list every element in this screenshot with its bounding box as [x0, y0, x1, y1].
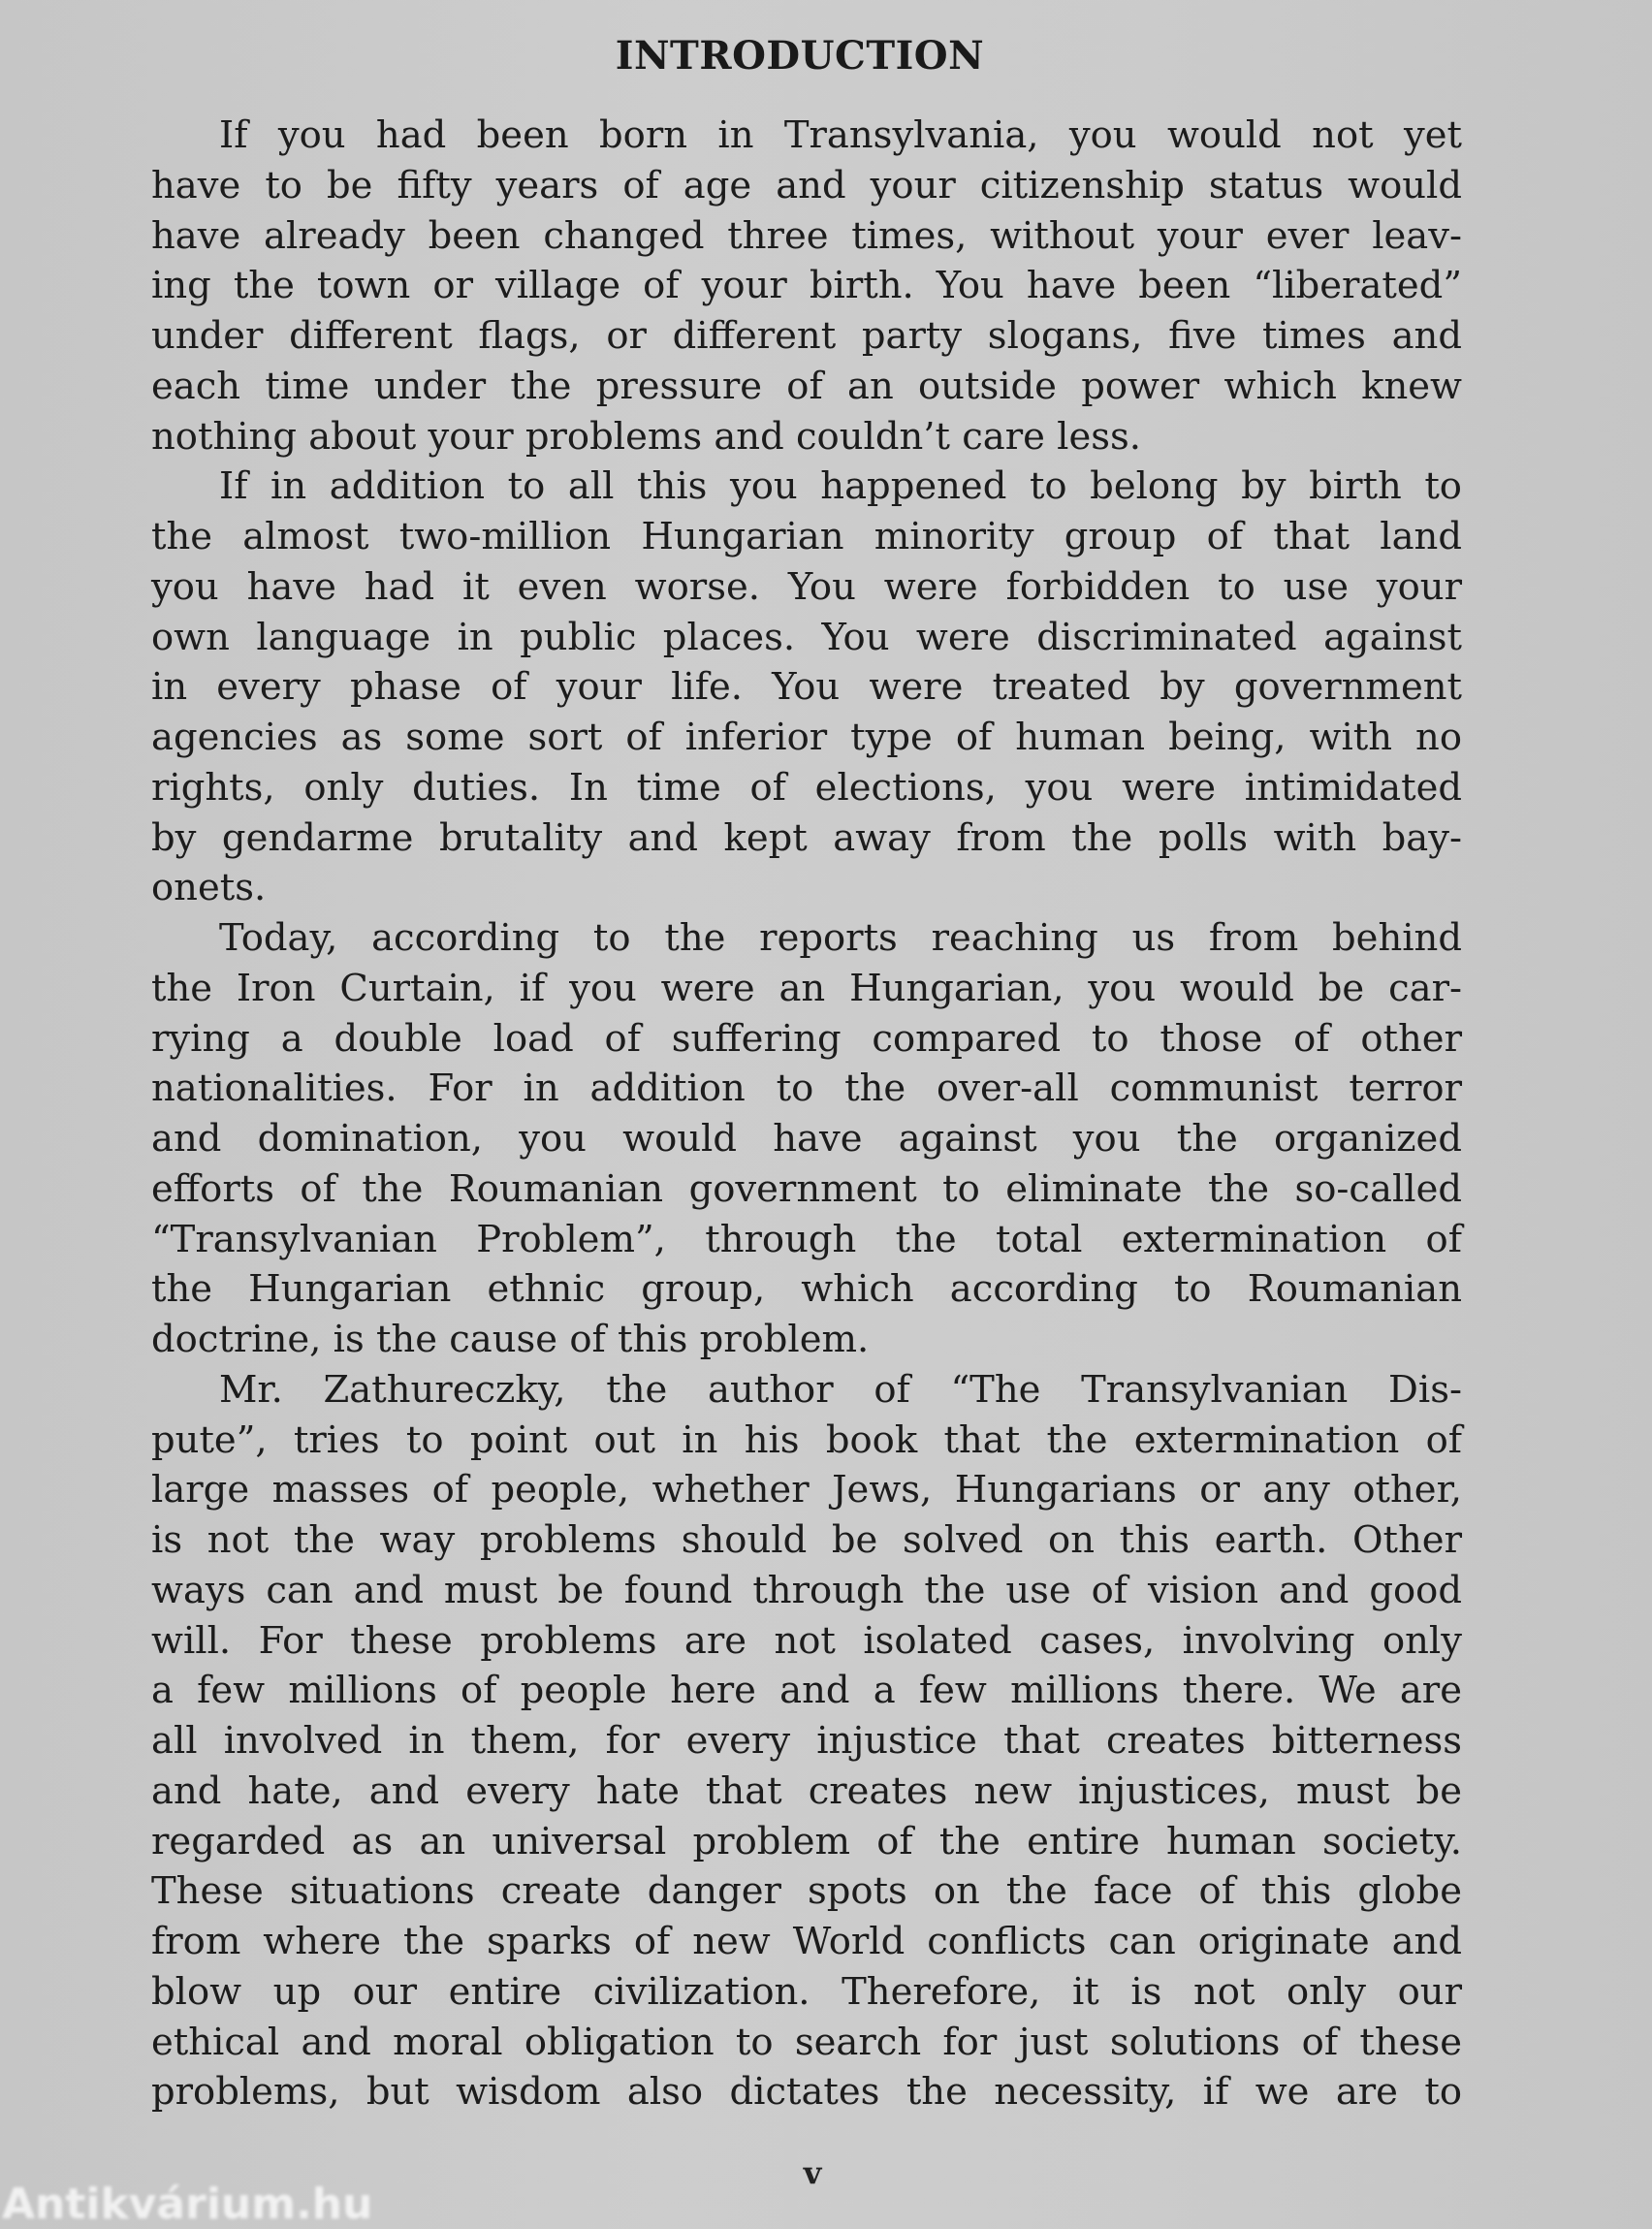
text-line: If you had been born in Transylvania, you would not yet: [219, 113, 1462, 157]
text-line: agencies as some sort of inferior type of human being, with no: [151, 716, 1462, 759]
text-line: pute”, tries to point out in his book that the extermination of: [151, 1417, 1462, 1462]
paragraph-4: [151, 1365, 1462, 2118]
text-line: have to be fifty years of age and your citizenship status would: [151, 163, 1462, 207]
text-line: regarded as an universal problem of the entire human society.: [151, 1819, 1462, 1863]
page-number: v: [803, 2154, 822, 2191]
text-line: rights, only duties. In time of elections, you were intimidated: [151, 765, 1462, 810]
text-line: nothing about your problems and couldn’t care less.: [151, 414, 1142, 459]
text-line: will. For these problems are not isolated cases, involving only: [151, 1618, 1462, 1663]
text-line: the Iron Curtain, if you were an Hungarian, you would be car-: [151, 966, 1462, 1010]
text-line: in every phase of your life. You were treated by government: [151, 665, 1462, 710]
text-line: efforts of the Roumanian government to eliminate the so-called: [151, 1166, 1462, 1211]
paragraph-1: [151, 111, 1462, 462]
page-title: INTRODUCTION: [615, 33, 985, 79]
text-line: If in addition to all this you happened to belong by birth to: [219, 464, 1462, 509]
text-line: blow up our entire civilization. Therefore, it is not only our: [151, 1969, 1462, 2014]
text-line: the Hungarian ethnic group, which according to Roumanian: [151, 1267, 1462, 1312]
text-line: rying a double load of suffering compared to those of other: [151, 1016, 1462, 1061]
text-line: a few millions of people here and a few millions there. We are: [151, 1669, 1462, 1713]
text-line: the almost two-million Hungarian minority group of that land: [151, 515, 1462, 558]
text-line: is not the way problems should be solved on this earth. Other: [151, 1518, 1462, 1562]
body-text: [151, 111, 1462, 2118]
text-line: and hate, and every hate that creates new injustices, must be: [151, 1768, 1462, 1813]
text-line: all involved in them, for every injustice that creates bitterness: [151, 1719, 1462, 1763]
text-line: you have had it even worse. You were forbidden to use your: [151, 564, 1462, 609]
text-line: own language in public places. You were discriminated against: [151, 615, 1462, 659]
text-line: “Transylvanian Problem”, through the total extermination of: [151, 1217, 1462, 1261]
paragraph-3: [151, 913, 1462, 1365]
text-line: each time under the pressure of an outside power which knew: [151, 364, 1462, 408]
text-line: ways can and must be found through the use of vision and good: [151, 1568, 1462, 1612]
text-line: These situations create danger spots on the face of this globe: [151, 1869, 1462, 1914]
text-line: ethical and moral obligation to search for just solutions of these: [151, 2020, 1462, 2064]
text-line: and domination, you would have against you the organized: [151, 1117, 1462, 1161]
paragraph-2: [151, 462, 1462, 913]
text-line: ing the town or village of your birth. You have been “liberated”: [151, 264, 1462, 308]
text-line: under different flags, or different party slogans, five times and: [151, 314, 1462, 358]
text-line: nationalities. For in addition to the over-all communist terror: [151, 1067, 1462, 1111]
text-line: by gendarme brutality and kept away from the polls with bay-: [151, 815, 1462, 860]
text-line: Today, according to the reports reaching us from behind: [219, 916, 1462, 960]
watermark: Antikvárium.hu: [2, 2180, 373, 2229]
text-line: onets.: [151, 866, 267, 910]
text-line: problems, but wisdom also dictates the necessity, if we are to: [151, 2070, 1462, 2115]
text-line: have already been changed three times, without your ever leav-: [151, 213, 1462, 258]
text-line: from where the sparks of new World conflicts can originate and: [151, 1920, 1462, 1963]
text-line: doctrine, is the cause of this problem.: [151, 1318, 870, 1361]
text-line: Mr. Zathureczky, the author of “The Transylvanian Dis-: [219, 1367, 1462, 1412]
text-line: large masses of people, whether Jews, Hungarians or any other,: [151, 1468, 1462, 1513]
